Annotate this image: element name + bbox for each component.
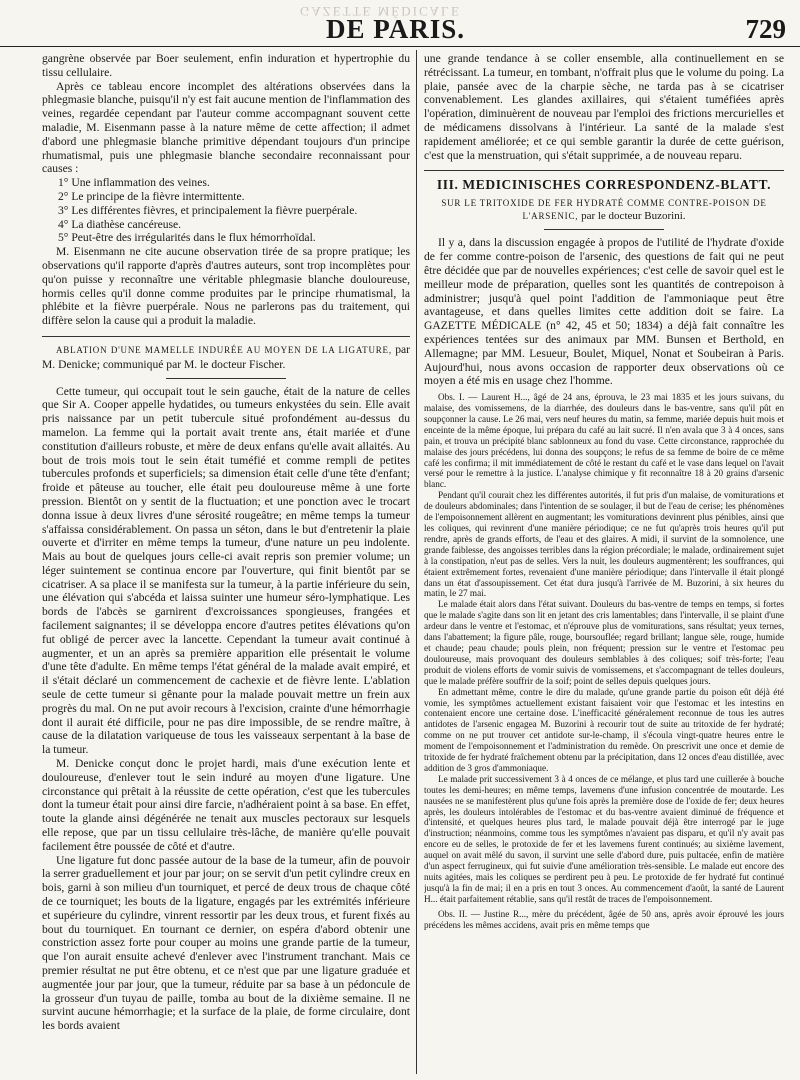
observation-paragraph: Obs. I. — Laurent H..., âgé de 24 ans, éprouva, le 23 mai 1835 et les jours suivans, du malaise, des vomissemens, de la diarrhée, des douleurs dans le bas-ventre, sans qu'il pût en soupçonner la cause. Le 26 mai, vers neuf heures du matin, sa femme, mariée depuis huit mois et enceinte de la même époque, lui prépara du café au lait sucré. Il n'en avala que 3 à 4 onces, sans pain, et trouva un précipité blanc sablonneux au fond du vase. Cette circonstance, rapprochée du malaise des jours précédens, lui donna des soupçons; le refus de sa femme de boire de ce même café les confirma; il mit immédiatement de côté le restant du café et le vase dans lequel on l'avait versé pour le remettre à la justice. L'analyse chimique y fit reconnaître 18 à 20 grains d'arsenic blanc. — [424, 392, 784, 490]
article-byline: par M. Denicke; communiqué par M. le docteur Fischer. — [42, 342, 410, 371]
page-title: DE PARIS. — [326, 14, 466, 44]
section-rule — [424, 170, 784, 171]
article-heading — [42, 343, 410, 372]
list-item: 2° Le principe de la fièvre intermittente. — [58, 189, 245, 203]
column-divider — [416, 50, 417, 1074]
observation-paragraph: Le malade prit successivement 3 à 4 onces de ce mélange, et plus tard une cuillerée à bouche toutes les demi-heures; en même temps, lavemens d'une infusion concentrée de moutarde. Les nausées ne se manifestèrent plus qu'une fois après la première dose de l'oxide de fer; deux heures après, les douleurs intolérables de l'estomac et du bas-ventre avaient diminué de fréquence et d'intensité, et quelques heures plus tard, le malade pouvait déjà être interrogé par le juge d'instruction; néanmoins, comme tous les symptômes n'avaient pas disparu, et qu'il n'y avait pas encore eu de selles, le protoxide de fer et les lavemens furent continués; au sixième lavement, auquel on avait mêlé du savon, il survint une selle d'abord dure, puis pultacée, enfin de matière d'un aspect ferrugineux, qui fut suivie d'une amélioration très-sensible. Le malade eut encore des nuits agitées, mais les coliques se perdirent peu à peu. Le protoxide de fer hydraté fut continué jusqu'à la fin de mai; il en a pris en tout 3 onces. Au commencement d'août, la santé de Laurent H... était parfaitement rétablie, sans qu'il restât de traces de l'empoisonnement. — [424, 773, 784, 904]
observation-paragraph: Le malade était alors dans l'état suivant. Douleurs du bas-ventre de temps en temps, si fortes que le malade s'agite dans son lit en jetant des cris lamentables; dans l'intervalle, il se plaint d'une ardeur dans le ventre et l'estomac, et n'éprouve plus de vomiturations, sans résultat; yeux ternes, dans l'abattement; la figure pâle, rouge, boursouflée; regard brillant; langue sèle, rouge, humide et chaude; peau chaude; pouls plein, non fréquent; pression sur le ventre et l'estomac peu douloureuse, mais provoquant des douleurs semblables à des coliques; soif très-forte; l'eau produit de violens efforts de vomir suivis de vomissemens, et s'accompagnant de telles douleurs, que le malade préfère souffrir de la soif; point de selles depuis quelques jours. — [424, 599, 784, 686]
observation-paragraph: En admettant même, contre le dire du malade, qu'une grande partie du poison eût déjà été vomie, les symptômes actuellement existant faisaient voir que l'estomac et les intestins en contenaient encore une certaine dose. L'inefficacité généralement reconnue de tous les autres antidotes de l'arsenic engagea M. Buzorini à recourir tout de suite au tritoxide de fer hydraté; comme on ne put trouver cet antidote sur-le-champ, il s'écoula vingt-quatre heures entre le moment de l'empoisonnement et l'administration du remède. On prescrivit une once et demie de tritoxide de fer hydraté fraîchement obtenu par la précipitation, dans 12 onces d'eau distillée, avec addition de 3 gros d'ammoniaque. — [424, 686, 784, 773]
paragraph: gangrène observée par Boer seulement, enfin induration et hypertrophie du tissu cellulaire. — [42, 52, 410, 79]
page-number: 729 — [745, 14, 786, 44]
paragraph: M. Denicke conçut donc le projet hardi, mais d'une exécution lente et douloureuse, d'enlever tout le sein induré au moyen d'une ligature. Une circonstance qui prêtait à la réussite de cette opération, c'est que les tubercules dont la tumeur était pour ainsi dire farcie, n'adhéraient point à sa base. En effet, toute la glande ainsi dégénérée ne tenait aux muscles pectoraux sur lesquels elle repose, que par un tissu cellulaire très-lâche, de manière qu'elle pouvait facilement être poussée de côté et d'autre. — [42, 757, 410, 853]
section-rule — [42, 336, 410, 337]
list-item: 4° La diathèse cancéreuse. — [58, 217, 182, 231]
list-item: 3° Les différentes fièvres, et principalement la fièvre puerpérale. — [58, 203, 358, 217]
paragraph: M. Eisenmann ne cite aucune observation tirée de sa propre pratique; les observations qu'il rapporte d'après d'autres auteurs, sont trop incomplètes pour qu'on puisse y reconnaître une véritable phlegmasie blanche douloureuse, hormis celles qu'il donne comme produites par le principe rhumatismal, la phlébite et la fièvre puerpérale. Nous ne parlerons pas du traitement, qui diffère selon la cause qui a produit la maladie. — [42, 245, 410, 328]
paragraph: Il y a, dans la discussion engagée à propos de l'utilité de l'hydrate d'oxide de fer comme contre-poison de l'arsenic, des questions de fait qui ne peut être décidée que par de nouvelles expériences; c'est celle de savoir quel est le meilleur mode de préparation, quelles sont les quantités de contrepoison à administrer; jusqu'à quel point l'addition de l'ammoniaque peut être avantageuse, et dans quelles limites cette addition doit se faire. La GAZETTE MÉDICALE (n° 42, 45 et 50; 1834) a déjà fait connaître les expériences tentées sur des animaux par MM. Bunsen et Berthold, en Allemagne; par MM. Lesueur, Boulet, Miquel, Nonat et Soubeiran à Paris. Aujourd'hui, nous avons occasion de rapporter deux observations où ce moyen a été mis en usage chez l'homme. — [424, 236, 784, 388]
paragraph: Cette tumeur, qui occupait tout le sein gauche, était de la nature de celles que Sir A. Cooper appelle hydatides, ou tumeurs enkystées du sein. Elle avait pris naissance par un petit tubercule situé profondément au-dessus du mamelon. La femme qui la portait avait trente ans, était mariée et d'une constitution d'ailleurs robuste, et mère de deux enfans qu'elle avait allaités. Au bout de trois mois tout le sein était tuméfié et comme rempli de petites tubercules profonds et superficiels; sa dimension était celle d'une tête d'enfant; froide et pâteuse au toucher, elle était peu douloureuse même à une forte pression. Bientôt on y sentit de la fluctuation; et une ponction avec le trocart donna issue à deux livres d'une sérosité rougeâtre; en même temps la tumeur s'affaissa considérablement. On passa un séton, dans le but d'entretenir la plaie ouverte et d'irriter en même temps la tumeur, d'une nature un peu indolente. Mais au bout de quelques jours celle-ci avait repris son premier volume; un léger suintement se continua encore par l'ouverture, qui finit bientôt par se cicatriser. A sa place il se manifesta sur la tumeur, à la partie inférieure du sein, une élévation qui s'abcéda et laissa suinter une humeur séro-lymphatique. Les bords de l'abcès se garnirent d'excroissances spongieuses, frangées et facilement saignantes; il se développa encore d'autres petites élévations qu'on fut obligé de percer avec la lancette. Cependant la tumeur avait continué à augmenter, et un an après sa première apparition elle présentait le volume d'une tête d'adulte. En même temps l'état général de la malade avait empiré, et il s'était déclaré un commencement de cachexie et de fièvre lente. L'ablation seule de cette tumeur si gênante pour la malade pouvait mettre un frein aux progrès du mal. On ne put avoir recours à l'excision, crainte d'une hémorrhagie dont il aurait été difficile, pour ne pas dire impossible, de se rendre maître, à cause de la dilatation variqueuse de tous les vaisseaux serpentant à la base de la tumeur. — [42, 384, 410, 757]
paragraph: une grande tendance à se coller ensemble, alla continuellement en se rétrécissant. La tumeur, en tombant, n'offrait plus que le volume du poing. La plaie, pansée avec de la charpie sèche, ne tarda pas à se cicatriser convenablement. Les glandes axillaires, qui s'étaient tuméfiées après l'opération, diminuèrent de nouveau par l'emploi des frictions mercurielles et de médicamens dissolvans à l'intérieur. La santé de la malade s'est rapidement améliorée; et ce qui semble garantir la durée de cette guérison, c'est que la menstruation, qui s'était supprimée, a de nouveau reparu. — [424, 52, 784, 162]
paragraph: Une ligature fut donc passée autour de la base de la tumeur, afin de pouvoir la serrer graduellement et jour par jour; on se servit d'un petit cylindre creux en bois, garni à son milieu d'un tourniquet, et percé de deux trous de chaque côté de ce tourniquet; les bouts de la ligature, engagés par les extrémités inférieure et supérieure du cylindre, vinrent ressortir par les deux trous, et furent fixés au bout du tourniquet. En tournant ce dernier, on espéra d'abord obtenir une constriction assez forte pour couper au moins une grande partie de la tumeur, que l'on aurait ensuite achevé d'enlever avec l'instrument tranchant. Mais ce premier résultat ne put être obtenu, et ce n'est que par une ligature graduée et augmentée jour par jour, que la tumeur, réduite par sa base à un pédoncule de la grosseur d'un tuyau de paille, tomba au bout de la dixième semaine. Il ne survint aucune hémorrhagie; et la surface de la plaie, de forme circulaire, dont les bords avaient — [42, 853, 410, 1033]
page-header — [0, 0, 800, 47]
causes-list — [42, 176, 410, 245]
article-byline: par le docteur Buzorini. — [581, 210, 686, 223]
left-column — [42, 52, 410, 1072]
section-title: III. MEDICINISCHES CORRESPONDENZ-BLATT. — [436, 177, 772, 193]
observation-paragraph: Pendant qu'il courait chez les différentes autorités, il fut pris d'un malaise, de vomiturations et de douleurs abdominales; dans l'intention de se soulager, il but de l'eau de cerise; les phénomènes de l'empoisonnement allèrent en augmentant; les vomiturations devinrent plus pénibles, ainsi que les coliques, qui revinrent d'une manière périodique; ce ne fut qu'après trois heures qu'il put rendre, après de grands efforts, de l'eau et des glaires. A midi, il survint de la somnolence, une grande faiblesse, des angoisses terribles dans la région précordiale; le malade, ordinairement sujet à la constipation, n'eut pas de selles. Vers la nuit, les douleurs augmentèrent; les souffrances, qui étaient extrêmement fortes, revenaient d'une manière périodique; dans l'intervalle il était plongé dans un état d'assoupissement. Cet état dura jusqu'à l'arrivée de M. Buzorini, à six heures du matin, le 27 mai. — [424, 490, 784, 599]
bleed-through-text: GAZETTE MÉDICALE — [300, 4, 461, 19]
short-rule — [166, 378, 286, 379]
observation-paragraph: Obs. II. — Justine R..., mère du précédent, âgée de 50 ans, après avoir éprouvé les jours précédens les mêmes accidens, avait pris en même temps que — [424, 908, 784, 930]
right-column — [424, 52, 784, 1072]
article-heading-caps: SUR LE TRITOXIDE DE FER HYDRATÉ COMME CONTRE-POISON DE L'ARSENIC, — [441, 198, 767, 222]
article-heading — [424, 197, 784, 223]
list-item: 1° Une inflammation des veines. — [58, 176, 210, 190]
article-heading-caps: ABLATION D'UNE MAMELLE INDURÉE AU MOYEN DE LA LIGATURE, — [56, 344, 392, 355]
paragraph: Après ce tableau encore incomplet des altérations observées dans la phlegmasie blanche, puisqu'il n'y est fait aucune mention de l'inflammation des veines, regardée cependant par l'auteur comme accompagnant souvent cette maladie, M. Eisenmann passe à la nature même de cette affection; il admet d'abord une phlegmasie blanche primitive dépendant toujours d'un principe rhumatismal, puis une phlegmasie blanche secondaire reconnaissant pour causes : — [42, 79, 410, 176]
short-rule — [544, 229, 664, 230]
list-item: 5° Peut-être des irrégularités dans le flux hémorrhoïdal. — [58, 231, 316, 245]
